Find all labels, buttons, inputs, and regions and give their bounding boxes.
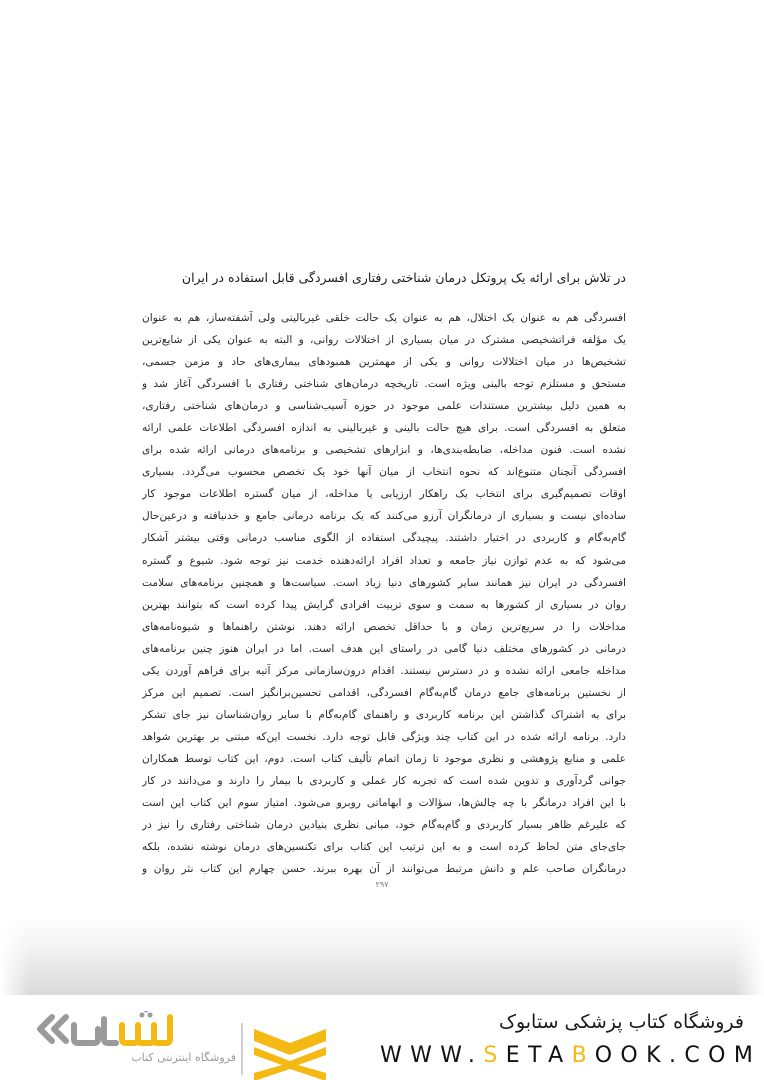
- body-line: اوقات تصمیم‌گیری برای انتخاب یک راهکار ارزیابی یا مداخله، از میان گستره اطلاعات موجود کار: [142, 488, 626, 501]
- body-line: که علیرغم ظاهر بسیار کاربردی و گام‌به‌گام خود، مبانی نظری بنیادین درمان شناختی رفتاری را نیز در: [142, 819, 626, 832]
- body-line: با این افراد درمانگر با چه چالش‌ها، سؤالات و ابهاماتی روبرو می‌شود. امتیاز سوم این کتاب این است: [142, 797, 626, 810]
- store-banner: [0, 995, 764, 1080]
- body-line: مداخلات را در سریع‌ترین زمان و با حداقل تخصص ارائه دهند. نوشتن راهنماها و شیوه‌نامه‌های: [142, 620, 626, 633]
- page-bottom-shadow: [0, 915, 764, 995]
- body-line: برای به اشتراک گذاشتن این برنامه کاربردی و راهنمای گام‌به‌گام با سایر روان‌شناسان نیز جای تشکر: [142, 708, 626, 721]
- body-line: مستحق و مستلزم توجه بالینی ویژه است. تاریخچه درمان‌های شناختی رفتاری با افسردگی آغاز شد و: [142, 378, 626, 391]
- body-paragraph: [142, 307, 626, 880]
- logo-wordmark-icon: [36, 1011, 206, 1051]
- url-highlight: B: [571, 1043, 595, 1068]
- body-line: می‌شود که به عدم توازن نیاز جامعه و تعداد افراد ارائه‌دهنده خدمت نیز توجه شود. شیوع و گستره: [142, 554, 626, 567]
- url-highlight: S: [483, 1043, 506, 1068]
- url-part: OOK.COM: [594, 1043, 762, 1068]
- body-line: افسردگی در ایران نیز همانند سایر کشورهای دنیا زیاد است. سیاست‌ها و همچنین برنامه‌های سلامت: [142, 576, 626, 589]
- body-line: ساده‌ای نیست و بسیاری از درمانگران آرزو می‌کنند که یک برنامه درمانی جامع و خدنیافته و درعین‌حال: [142, 510, 626, 523]
- store-name: فروشگاه کتاب پزشکی ستابوک: [498, 1011, 744, 1033]
- url-part: ETA: [505, 1043, 572, 1068]
- body-line: افسردگی هم به عنوان یک اختلال، هم به عنوان یک حالت خلقی غیربالینی ولی آشفته‌ساز، هم به عنوان: [142, 312, 626, 324]
- running-title: در تلاش برای ارائه یک پروتکل درمان شناختی رفتاری افسردگی قابل استفاده در ایران: [181, 270, 626, 285]
- body-line: افسردگی آنچنان متنوع‌اند که نحوه انتخاب از میان آنها خود یک تخصص محسوب می‌گردد. بسیاری: [142, 466, 626, 479]
- body-line: از نخستین برنامه‌های جامع درمان گام‌به‌گام افسردگی، اقدامی تحسین‌برانگیز است. تصمیم این مرکز: [142, 686, 626, 699]
- body-line: مداخله جامعی ارائه نشده و در دسترس نیستند. اقدام درون‌سازمانی مرکز آتیه برای فراهم آوردن یکی: [142, 664, 626, 677]
- body-line: متعلق به افسردگی است. برای هیچ حالت بالینی و غیربالینی به اندازه افسردگی اطلاعات علمی ارائه: [142, 422, 626, 435]
- body-line: جوانی گردآوری و تدوین شده است که تجربه کار عملی و کاربردی با بیمار را دارند و می‌دانند در کار: [142, 774, 626, 787]
- body-line: دارد. برنامه ارائه شده در این کتاب چند ویژگی قابل توجه دارد. نخست این‌که مبتنی بر بهترین شواهد: [142, 730, 626, 743]
- body-line: درمانی در کشورهای مختلف دنیا گامی در راستای این هدف است. اما در ایران هنوز چنین برنامه‌های: [142, 642, 626, 655]
- body-line: به همین دلیل بیشترین مستندات علمی موجود در حوزه آسیب‌شناسی و درمان‌های شناختی رفتاری،: [142, 400, 626, 413]
- body-line: درمانگران صاحب علم و دانش مرتبط می‌توانند از آن بهره ببرند. حسن چهارم این کتاب نثر روان و: [142, 863, 626, 876]
- logo-divider: [241, 1023, 243, 1075]
- body-line: روان در بسیاری از کشورها به سمت و سوی تربیت افرادی گرایش پیدا کرده است که بتوانند بهترین: [142, 598, 626, 611]
- setabook-logo[interactable]: [36, 1011, 296, 1073]
- body-line: یک مؤلفه فراتشخیصی مشترک در میان بسیاری از اختلالات روانی، و البته به عنوان یکی از شایع‌ترین: [142, 334, 626, 347]
- body-line: تشخیص‌ها در میان اختلالات روانی و یکی از مهمترین همبودهای بیماری‌های حاد و مزمن جسمی،: [142, 356, 626, 369]
- url-part: WWW.: [380, 1043, 484, 1068]
- page-number: ۲۹۷: [375, 880, 389, 889]
- store-url-link[interactable]: [380, 1043, 762, 1068]
- body-line: جای‌جای متن لحاظ کرده است و به این ترتیب این کتاب برای تکنسین‌های درمان نوشته نشده، بلکه: [142, 841, 626, 854]
- body-line: گام‌به‌گام و کاربردی در اختیار داشتند. پیچیدگی استفاده از الگوی مناسب درمانی وقتی بیشتر آشکار: [142, 532, 626, 545]
- body-line: نشده است. فنون مداخله، ضابطه‌بندی‌ها، و ابزارهای تشخیصی و برنامه‌های درمانی ارائه شده برای: [142, 444, 626, 457]
- body-line: علمی و منابع پژوهشی و نظری موجود تا زمان اتمام تألیف کتاب است. دوم، این کتاب توسط همکاران: [142, 752, 626, 765]
- logo-tagline: فروشگاه اینترنتی کتاب: [131, 1051, 236, 1064]
- yellow-chevron-emblem-icon: [252, 1025, 328, 1080]
